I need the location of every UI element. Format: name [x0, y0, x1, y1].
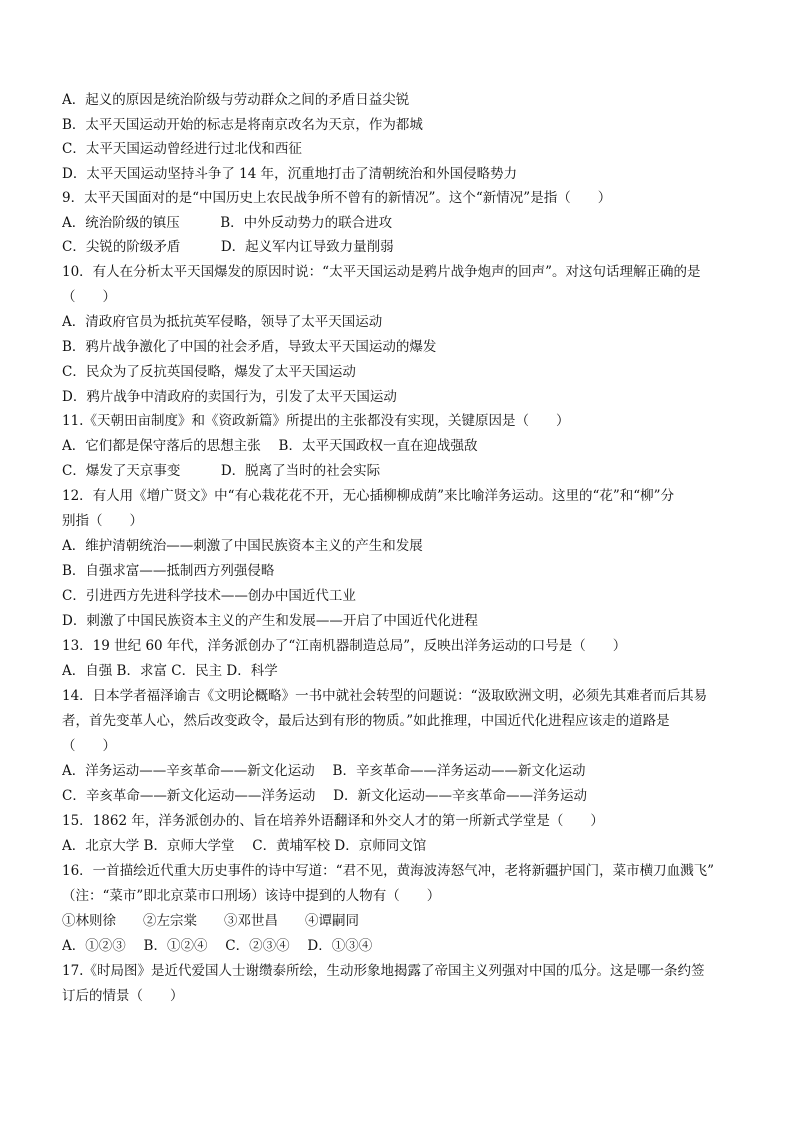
option-12c: C．引进西方先进科学技术——创办中国近代工业	[62, 588, 356, 604]
options-16: A．①②③ B．①②④ C．②③④ D．①③④	[62, 938, 373, 954]
question-14-cont-2: （ ）	[62, 738, 116, 754]
candidates-16: ①林则徐 ②左宗棠 ③邓世昌 ④谭嗣同	[62, 913, 359, 929]
option-12a: A．维护清朝统治——刺激了中国民族资本主义的产生和发展	[62, 538, 423, 554]
option-12b: B．自强求富——抵制西方列强侵略	[62, 563, 275, 579]
question-16-cont: （注：“菜市”即北京菜市口刑场）该诗中提到的人物有（ ）	[62, 888, 441, 904]
option-8c: C．太平天国运动曾经进行过北伐和西征	[62, 141, 302, 157]
question-14-cont: 者，首先变革人心，然后改变政令，最后达到有形的物质。”如此推理，中国近代化进程应该走的道路是	[62, 713, 670, 729]
question-17-cont: 订后的情景（ ）	[62, 988, 184, 1004]
option-12d: D．刺激了中国民族资本主义的产生和发展——开启了中国近代化进程	[62, 613, 478, 629]
options-9-cd: C．尖锐的阶级矛盾 D．起义军内讧导致力量削弱	[62, 239, 394, 255]
question-10-cont: （ ）	[62, 289, 116, 305]
option-10c: C．民众为了反抗英国侵略，爆发了太平天国运动	[62, 364, 356, 380]
question-10: 10．有人在分析太平天国爆发的原因时说：“太平天国运动是鸦片战争炮声的回声”。对这句话理解正确的是	[62, 264, 701, 280]
question-13: 13．19 世纪 60 年代，洋务派创办了“江南机器制造总局”，反映出洋务运动的口号是（ ）	[62, 638, 627, 654]
question-17: 17.《时局图》是近代爱国人士谢缵泰所绘，生动形象地揭露了帝国主义列强对中国的瓜分。这是哪一条约签	[62, 963, 705, 979]
options-9-ab: A．统治阶级的镇压 B．中外反动势力的联合进攻	[62, 215, 393, 231]
options-11-cd: C．爆发了天京事变 D．脱离了当时的社会实际	[62, 463, 381, 479]
question-14: 14．日本学者福泽谕吉《文明论概略》一书中就社会转型的问题说：“汲取欧洲文明，必须先其难者而后其易	[62, 688, 708, 704]
options-14-cd: C．辛亥革命——新文化运动——洋务运动 D．新文化运动——辛亥革命——洋务运动	[62, 788, 587, 804]
question-12: 12．有人用《增广贤文》中“有心栽花花不开，无心插柳柳成荫”来比喻洋务运动。这里的“花”和“柳”分	[62, 488, 675, 504]
question-9: 9．太平天国面对的是“中国历史上农民战争所不曾有的新情况”。这个“新情况”是指（ ）	[62, 190, 612, 206]
options-14-ab: A．洋务运动——辛亥革命——新文化运动 B．辛亥革命——洋务运动——新文化运动	[62, 763, 586, 779]
question-11: 11.《天朝田亩制度》和《资政新篇》所提出的主张都没有实现，关键原因是（ ）	[62, 413, 570, 429]
option-8a: A．起义的原因是统治阶级与劳动群众之间的矛盾日益尖锐	[62, 92, 410, 108]
option-10b: B．鸦片战争激化了中国的社会矛盾，导致太平天国运动的爆发	[62, 339, 437, 355]
options-11-ab: A．它们都是保守落后的思想主张 B．太平天国政权一直在迎战强敌	[62, 438, 478, 454]
question-15: 15．1862 年，洋务派创办的、旨在培养外语翻译和外交人才的第一所新式学堂是（ ）	[62, 813, 604, 829]
options-15: A．北京大学 B．京师大学堂 C．黄埔军校 D．京师同文馆	[62, 838, 427, 854]
question-16: 16．一首描绘近代重大历史事件的诗中写道：“君不见，黄海波涛怒气冲，老将新疆护国门，菜市横刀血溅飞”	[62, 863, 714, 879]
options-13: A．自强 B．求富 C．民主 D．科学	[62, 663, 278, 679]
option-8d: D．太平天国运动坚持斗争了 14 年，沉重地打击了清朝统治和外国侵略势力	[62, 166, 518, 182]
question-12-cont: 别指（ ）	[62, 513, 143, 529]
option-10d: D．鸦片战争中清政府的卖国行为，引发了太平天国运动	[62, 389, 397, 405]
option-10a: A．清政府官员为抵抗英军侵略，领导了太平天国运动	[62, 314, 383, 330]
option-8b: B．太平天国运动开始的标志是将南京改名为天京，作为都城	[62, 117, 423, 133]
